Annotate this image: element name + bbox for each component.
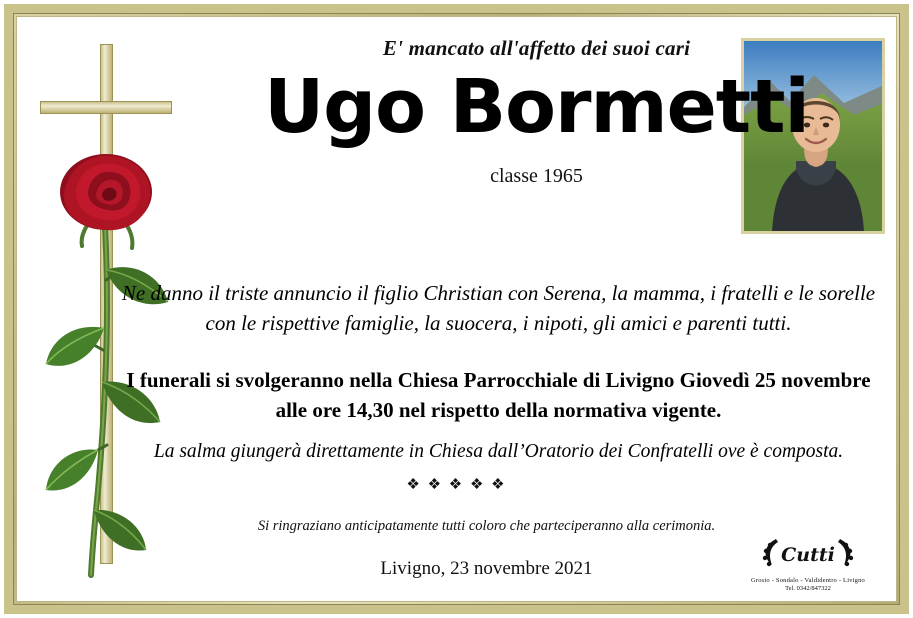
preamble-text: E' mancato all'affetto dei suoi cari — [382, 36, 691, 60]
deceased-name: Ugo Bormetti — [264, 64, 809, 150]
place-date-text: Livigno, 23 novembre 2021 — [380, 558, 593, 579]
ornament-divider: ❖ ❖ ❖ ❖ ❖ — [406, 477, 507, 493]
agency-locations: Grosio - Sondalo - Valdidentro - Livigno — [750, 577, 866, 584]
birth-year-text: classe 1965 — [490, 164, 583, 187]
agency-phone: Tel. 0342/847322 — [785, 585, 831, 592]
thanks-text: Si ringraziano anticipatamente tutti coloro che parteciperanno alla cerimonia. — [257, 518, 716, 534]
svg-text:Cutti: Cutti — [781, 544, 835, 566]
funeral-details-text: I funerali si svolgeranno nella Chiesa Parrocchiale di Livigno Giovedì 25 novembre alle ore 14,30 nel rispetto della normativa vigente. — [126, 368, 871, 423]
funeral-agency-logo — [733, 535, 883, 592]
body-location-text: La salma giungerà direttamente in Chiesa dall’Oratorio dei Confratelli ove è composta. — [153, 441, 844, 462]
laurel-wreath-icon — [733, 535, 883, 574]
heading-block — [190, 36, 883, 188]
announcement-text: Ne danno il triste annuncio il figlio Christian con Serena, la mamma, i fratelli e le sorelle con le rispettive famiglie, la suocera, i nipoti, gli amici e parenti tutti. — [121, 281, 876, 336]
